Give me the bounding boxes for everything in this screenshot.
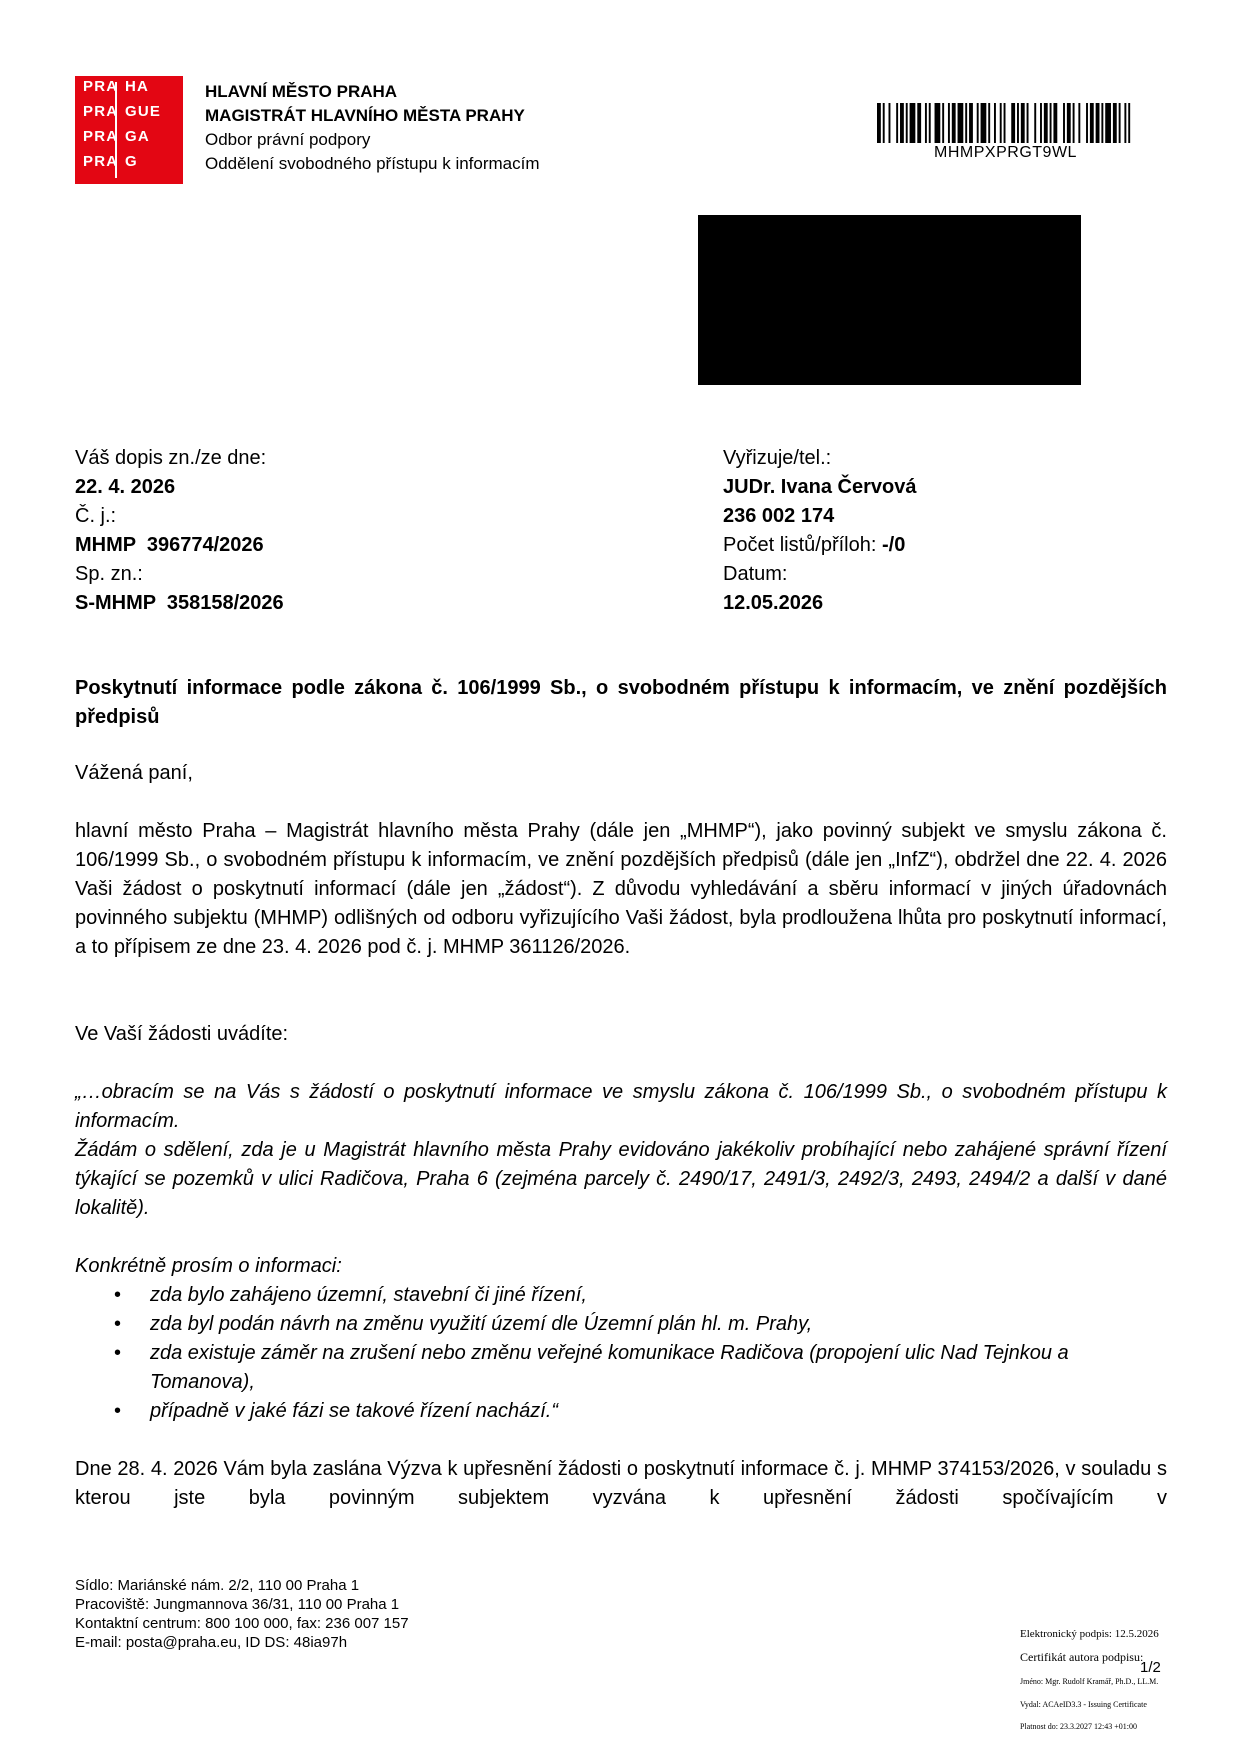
barcode-bar: [1124, 103, 1126, 143]
attachments-label: Počet listů/příloh:: [723, 534, 877, 556]
your-letter-label: Váš dopis zn./ze dne:: [75, 447, 267, 469]
barcode-bar: [1105, 103, 1111, 143]
signature-issuer: Vydal: ACAeID3.3 - Issuing Certificate: [1020, 1700, 1147, 1709]
header-magistrate: MAGISTRÁT HLAVNÍHO MĚSTA PRAHY: [205, 106, 525, 125]
page-number: 1/2: [1140, 1659, 1161, 1676]
barcode-bar: [1053, 103, 1057, 143]
redacted-address: [698, 215, 1081, 385]
barcode-bar: [1011, 103, 1015, 143]
salutation: Vážená paní,: [75, 762, 193, 784]
bullet-icon: •: [114, 1400, 122, 1422]
barcode-bar: [1096, 103, 1100, 143]
footer-seat: Sídlo: Mariánské nám. 2/2, 110 00 Praha 1: [75, 1577, 360, 1594]
barcode-bar: [896, 103, 898, 143]
barcode-bar: [1078, 103, 1080, 143]
barcode-bar: [925, 103, 927, 143]
barcode-bar: [977, 103, 979, 143]
signature-certificate-label: Certifikát autora podpisu:: [1020, 1650, 1144, 1664]
footer-workplace: Pracoviště: Jungmannova 36/31, 110 00 Praha 1: [75, 1596, 400, 1613]
barcode: [877, 103, 1134, 143]
barcode-bar: [1044, 103, 1048, 143]
barcode-bar: [1050, 103, 1052, 143]
barcode-bar: [877, 103, 881, 143]
letter-date: 12.05.2026: [723, 592, 824, 614]
quote-opening: „…obracím se na Vás s žádostí o poskytnutí informace ve smyslu zákona č. 106/1999 Sb., o svobodném přístupu k informacím.: [75, 1081, 1167, 1132]
barcode-bar: [1073, 103, 1075, 143]
bullet-icon: •: [114, 1313, 122, 1335]
barcode-bar: [1021, 103, 1025, 143]
signature-validity: Platnost do: 23.3.2027 12:43 +01:00: [1020, 1722, 1137, 1731]
barcode-bar: [965, 103, 967, 143]
list-item: • případně v jaké fázi se takové řízení nachází.“: [75, 1397, 1167, 1426]
barcode-bar: [935, 103, 941, 143]
date-label: Datum:: [723, 563, 788, 585]
signature-name: Jméno: Mgr. Rudolf Kramář, Ph.D., LL.M.: [1020, 1677, 1159, 1686]
barcode-bar: [994, 103, 996, 143]
barcode-bar: [1101, 103, 1103, 143]
barcode-bar: [1067, 103, 1071, 143]
handled-by-name: JUDr. Ivana Červová: [723, 476, 917, 498]
barcode-bar: [1119, 103, 1121, 143]
barcode-bar: [1090, 103, 1094, 143]
prague-logo: PRA HA PRA GUE PRA GA PRA G: [75, 76, 183, 184]
header-department: Odbor právní podpory: [205, 130, 371, 149]
footer-email: E-mail: posta@praha.eu, ID DS: 48ia97h: [75, 1634, 348, 1651]
letter-subject: Poskytnutí informace podle zákona č. 106/1999 Sb., o svobodném přístupu k informacím, ve znění pozdějších předpisů: [75, 677, 1167, 728]
barcode-bar: [900, 103, 904, 143]
barcode-bar: [917, 103, 921, 143]
barcode-bar: [906, 103, 908, 143]
file-mark-label: Sp. zn.:: [75, 563, 143, 585]
bullet-icon: •: [114, 1284, 122, 1306]
barcode-bar: [1000, 103, 1002, 143]
reference-number: MHMP 396774/2026: [75, 534, 264, 556]
bullet-icon: •: [114, 1342, 122, 1364]
barcode-bar: [1027, 103, 1029, 143]
barcode-bar: [988, 103, 990, 143]
list-item: • zda byl podán návrh na změnu využití území dle Územní plán hl. m. Prahy,: [75, 1310, 1167, 1339]
attachments-count: -/0: [881, 534, 906, 556]
your-letter-date: 22. 4. 2026: [75, 476, 176, 498]
barcode-bar: [958, 103, 964, 143]
paragraph-clarification: Dne 28. 4. 2026 Vám byla zaslána Výzva k upřesnění žádosti o poskytnutí informace č. j. MHMP 374153/2026, v souladu s kterou jste byla povinným subjektem vyzvána k upřesnění žádosti spočívajícím v: [75, 1458, 1167, 1509]
quote-request: Žádám o sdělení, zda je u Magistrát hlavního města Prahy evidováno jakékoliv probíhající nebo zahájené správní řízení týkající se pozemků v ulici Radičova, Praha 6 (zejména parcely č. 2490/17, 2491/3, 2492/3, 2493, 2494/2 a další v dané lokalitě).: [75, 1139, 1167, 1219]
list-item: • zda existuje záměr na zrušení nebo změnu veřejné komunikace Radičova (propojení ulic Nad Tejnkou a Tomanova),: [75, 1339, 1167, 1397]
header-city: HLAVNÍ MĚSTO PRAHA: [205, 82, 398, 101]
barcode-bar: [1128, 103, 1130, 143]
barcode-bar: [889, 103, 891, 143]
footer-contact-centre: Kontaktní centrum: 800 100 000, fax: 236 007 157: [75, 1615, 409, 1632]
barcode-bar: [1034, 103, 1036, 143]
header-section: Oddělení svobodného přístupu k informacím: [205, 154, 540, 173]
list-item: • zda bylo zahájeno územní, stavební či jiné řízení,: [75, 1281, 1167, 1310]
paragraph-request-lead: Ve Vaší žádosti uvádíte:: [75, 1023, 289, 1045]
barcode-bar: [948, 103, 950, 143]
paragraph-intro: hlavní město Praha – Magistrát hlavního města Prahy (dále jen „MHMP“), jako povinný subjekt ve smyslu zákona č. 106/1999 Sb., o svobodném přístupu k informacím, ve znění pozdějších předpisů (dále jen „InfZ“), obdržel dne 22. 4. 2026 Vaši žádost o poskytnutí informací (dále jen „žádost“). Z důvodu vyhledávání a sběru informací v jiných úřadovnách povinného subjektu (MHMP) odlišných od odboru vyřizujícího Vaši žádost, byla prodloužena lhůta pro poskytnutí informací, a to přípisem ze dne 23. 4. 2026 pod č. j. MHMP 361126/2026.: [75, 820, 1167, 958]
handled-by-label: Vyřizuje/tel.:: [723, 447, 832, 469]
attachments-row: [723, 531, 905, 560]
barcode-bar: [952, 103, 956, 143]
barcode-bar: [883, 103, 885, 143]
barcode-bar: [1086, 103, 1088, 143]
signature-date: Elektronický podpis: 12.5.2026: [1020, 1628, 1159, 1640]
barcode-text: MHMPXPRGT9WL: [934, 144, 1077, 161]
reference-number-label: Č. j.:: [75, 505, 117, 527]
barcode-bar: [910, 103, 916, 143]
barcode-bar: [942, 103, 944, 143]
quote-bullet-list: [75, 1281, 1167, 1426]
barcode-bar: [1040, 103, 1042, 143]
barcode-bar: [929, 103, 931, 143]
barcode-bar: [981, 103, 987, 143]
barcode-bar: [969, 103, 973, 143]
handled-by-phone: 236 002 174: [723, 505, 835, 527]
quote-intro: Konkrétně prosím o informaci:: [75, 1255, 342, 1277]
barcode-bar: [1017, 103, 1019, 143]
file-mark: S-MHMP 358158/2026: [75, 592, 284, 614]
barcode-bar: [1063, 103, 1065, 143]
barcode-bar: [1004, 103, 1006, 143]
barcode-bar: [1113, 103, 1117, 143]
